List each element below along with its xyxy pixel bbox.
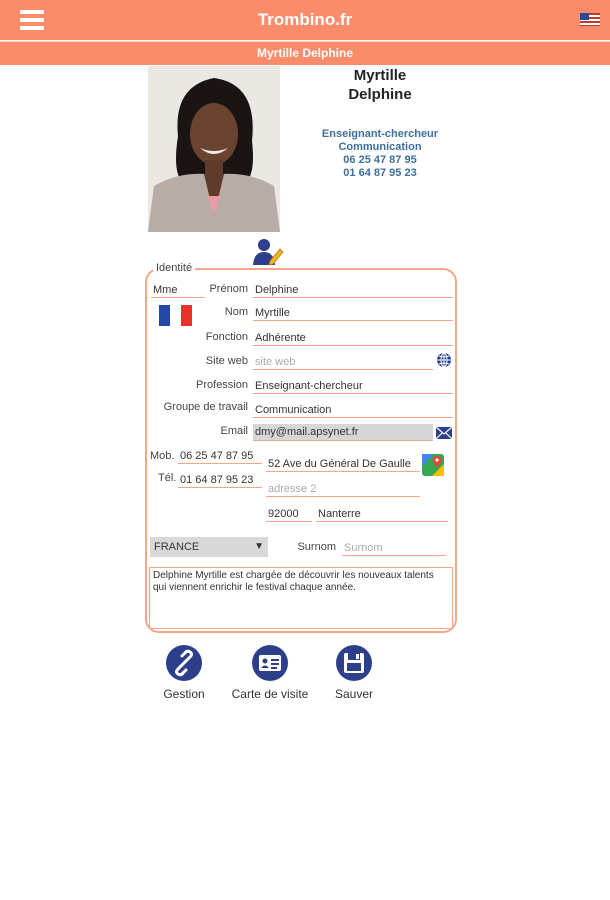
profile-phone-mobile[interactable]: 06 25 47 87 95: [343, 154, 417, 166]
business-card-label: Carte de visite: [231, 687, 309, 701]
profile-group: Communication: [338, 141, 422, 153]
profile-name: [300, 66, 460, 104]
civility-field[interactable]: Mme: [151, 282, 205, 298]
tel-field[interactable]: 01 64 87 95 23: [178, 472, 262, 488]
fonction-field[interactable]: Adhérente: [253, 330, 453, 346]
app-title: Trombino.fr: [257, 10, 353, 29]
profile-first-name: Delphine: [348, 86, 412, 103]
profile-job: Enseignant-chercheur: [321, 128, 439, 140]
gestion-label: Gestion: [163, 687, 205, 701]
profile-photo: [148, 66, 280, 232]
profile-subtitle: Myrtille Delphine: [256, 46, 354, 60]
fonction-label: Fonction: [205, 331, 248, 343]
surnom-field[interactable]: Surnom: [342, 540, 446, 556]
prenom-label: Prénom: [209, 283, 248, 295]
prenom-field[interactable]: Delphine: [253, 282, 453, 298]
surnom-label: Surnom: [297, 541, 336, 553]
profession-label: Profession: [196, 379, 248, 391]
email-field[interactable]: dmy@mail.apsynet.fr: [253, 424, 433, 441]
top-bar: [0, 0, 610, 40]
site-web-field[interactable]: site web: [253, 354, 433, 370]
nom-label: Nom: [224, 306, 248, 318]
profile-phone-fixed[interactable]: 01 64 87 95 23: [343, 167, 417, 179]
edit-user-icon[interactable]: [252, 237, 284, 267]
profile-info: [295, 128, 465, 180]
mail-icon[interactable]: [436, 425, 452, 441]
address1-field[interactable]: 52 Ave du Général De Gaulle: [266, 456, 420, 472]
postcode-field[interactable]: 92000: [266, 506, 312, 522]
save-icon: [336, 645, 372, 681]
country-select-value: FRANCE: [154, 541, 200, 553]
business-card-icon: [252, 645, 288, 681]
description-textarea[interactable]: Delphine Myrtille est chargée de découvrir les nouveaux talents qui viennent enrichir le festival chaque année.: [149, 567, 453, 629]
globe-icon[interactable]: [436, 352, 452, 368]
france-flag-icon: [159, 305, 192, 326]
nom-field[interactable]: Myrtille: [253, 305, 453, 321]
save-label: Sauver: [334, 687, 374, 701]
gestion-button[interactable]: [152, 645, 216, 701]
groupe-field[interactable]: Communication: [253, 402, 453, 418]
address2-field[interactable]: adresse 2: [266, 481, 420, 497]
mob-field[interactable]: 06 25 47 87 95: [178, 448, 262, 464]
city-field[interactable]: Nanterre: [316, 506, 448, 522]
site-web-label: Site web: [205, 355, 248, 367]
profession-field[interactable]: Enseignant-chercheur: [253, 378, 453, 394]
dropdown-arrow-icon: ▼: [254, 541, 264, 552]
save-button[interactable]: [326, 645, 382, 701]
mob-label: Mob.: [150, 450, 175, 462]
groupe-label: Groupe de travail: [163, 401, 248, 413]
maps-icon[interactable]: [422, 454, 444, 476]
link-icon: [166, 645, 202, 681]
profile-subtitle-bar: [0, 41, 610, 65]
tel-label: Tél.: [158, 472, 177, 484]
business-card-button[interactable]: [225, 645, 315, 701]
identity-legend: Identité: [153, 262, 195, 274]
us-flag-icon[interactable]: [580, 13, 600, 26]
profile-last-name: Myrtille: [353, 67, 407, 84]
country-select[interactable]: [150, 537, 268, 557]
email-label: Email: [220, 425, 248, 437]
